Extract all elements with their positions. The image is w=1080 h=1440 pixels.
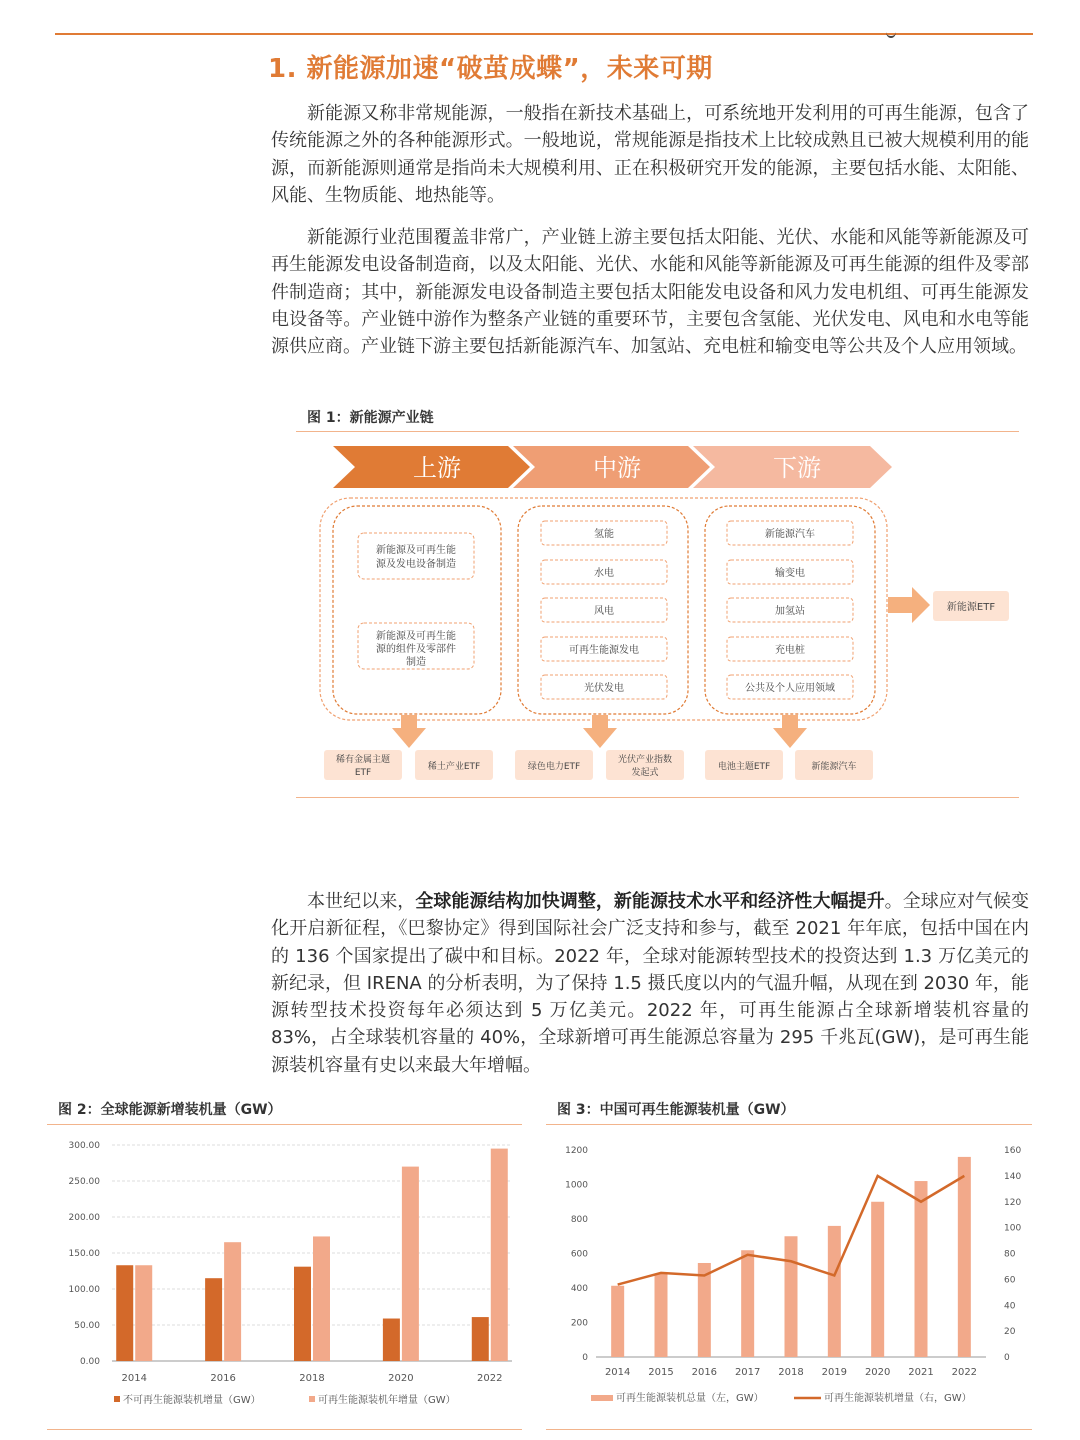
y-right-tick-label: 100 <box>1004 1223 1022 1234</box>
bar-total <box>611 1286 624 1357</box>
bar-renewable <box>224 1242 241 1361</box>
y-right-tick-label: 0 <box>1004 1353 1010 1363</box>
bottom-etf: 电池主题ETF <box>717 762 771 772</box>
y-right-tick-label: 60 <box>1004 1275 1016 1286</box>
paragraph-3-body: 。全球应对气候变化开启新征程，《巴黎协定》得到国际社会广泛支持和参与，截至 2021 年年底，包括中国在内的 136 个国家提出了碳中和目标。2022 年，全球对能源转型技术的投资达到 1.3 万亿美元的新纪录，但 IRENA 的分析表明，为了保持 1.5 摄氏度以内的气温升幅，从现在到 2030 年，能源转型技术投资每年必须达到 5 万亿美元。2022 年，可再生能源占全球新增装机容量的 83%，占全球装机容量的 40%，全球新增可再生能源总容量为 295 千兆瓦(GW)，是可再生能源装机容量有史以来最大年增幅。 <box>271 891 1030 1076</box>
bar-renewable <box>491 1149 508 1361</box>
x-tick-label: 2016 <box>210 1373 236 1384</box>
legend-swatch <box>114 1396 120 1402</box>
downstream-item: 加氢站 <box>775 606 805 617</box>
y-right-tick-label: 20 <box>1004 1327 1016 1338</box>
bottom-etf-4-line1: 光伏产业指数 <box>617 755 673 765</box>
y-left-tick-label: 800 <box>570 1215 588 1225</box>
paragraph-3-lead: 本世纪以来， <box>307 891 416 912</box>
bottom-etf: 新能源汽车 <box>811 762 857 772</box>
downstream-item: 公共及个人应用领域 <box>745 683 835 694</box>
y-left-tick-label: 400 <box>570 1284 588 1294</box>
downstream-item: 输变电 <box>775 568 805 579</box>
figure1-top-rule <box>296 431 1019 432</box>
paragraph-1-text: 新能源又称非常规能源，一般指在新技术基础上，可系统地开发利用的可再生能源，包含了传统能源之外的各种能源形式。一般地说，常规能源是指技术上比较成熟且已被大规模利用的能源，而新能源则通常是指尚未大规模利用、正在积极研究开发的能源，主要包括水能、太阳能、风能、生物质能、地热能等。 <box>271 103 1029 206</box>
global-capacity-chart <box>47 1130 522 1425</box>
paragraph-3-text <box>271 888 1029 1079</box>
upstream-item-2-line1: 新能源及可再生能 <box>376 631 456 642</box>
bottom-etf-1-line2: ETF <box>354 768 372 778</box>
stage-downstream: 下游 <box>773 454 821 482</box>
downstream-item: 新能源汽车 <box>765 529 815 540</box>
x-tick-label: 2014 <box>121 1373 147 1384</box>
bar-total <box>741 1250 754 1357</box>
figure2-title: 图 2：全球能源新增装机量（GW） <box>58 1102 282 1118</box>
paragraph-1 <box>271 100 1029 209</box>
bar-total <box>785 1236 798 1357</box>
y-tick-label: 200.00 <box>68 1213 100 1223</box>
legend-swatch <box>591 1395 613 1401</box>
y-right-tick-label: 40 <box>1004 1301 1016 1312</box>
figure2-bottom-rule <box>47 1429 522 1430</box>
y-left-tick-label: 600 <box>570 1249 588 1260</box>
header-decoration <box>886 26 896 38</box>
y-tick-label: 0.00 <box>79 1357 100 1367</box>
bar-nonrenewable <box>383 1319 400 1361</box>
paragraph-2-text: 新能源行业范围覆盖非常广，产业链上游主要包括太阳能、光伏、水能和风能等新能源及可再生能源发电设备制造商，以及太阳能、光伏、水能和风能等新能源及可再生能源的组件及零部件制造商；其中，新能源发电设备制造主要包括太阳能发电设备和风力发电机组、可再生能源发电设备等。产业链中游作为整条产业链的重要环节，主要包含氢能、光伏发电、风电和水电等能源供应商。产业链下游主要包括新能源汽车、加氢站、充电桩和输变电等公共及个人应用领域。 <box>271 227 1029 358</box>
x-tick-label: 2015 <box>648 1367 674 1378</box>
paragraph-3 <box>271 888 1029 1079</box>
figure3-title: 图 3：中国可再生能源装机量（GW） <box>557 1102 795 1118</box>
china-capacity-chart <box>546 1130 1032 1425</box>
figure1-bottom-rule <box>296 797 1019 798</box>
bottom-etf-4-line2: 发起式 <box>631 768 659 778</box>
x-tick-label: 2022 <box>477 1373 503 1384</box>
midstream-item: 光伏发电 <box>584 683 624 694</box>
legend-label: 可再生能源装机年增量（GW） <box>318 1395 456 1406</box>
bar-total <box>828 1226 841 1357</box>
y-tick-label: 100.00 <box>68 1285 100 1295</box>
y-tick-label: 300.00 <box>68 1141 100 1151</box>
bar-nonrenewable <box>294 1267 311 1361</box>
legend-swatch <box>309 1396 315 1402</box>
upstream-item-1-line2: 源及发电设备制造 <box>376 559 456 570</box>
bar-nonrenewable <box>116 1265 133 1361</box>
side-etf-label: 新能源ETF <box>946 602 996 613</box>
midstream-item: 可再生能源发电 <box>569 645 639 656</box>
bottom-etf: 绿色电力ETF <box>527 762 581 772</box>
y-left-tick-label: 200 <box>570 1318 588 1329</box>
upstream-item-2-line2: 源的组件及零部件 <box>376 644 456 655</box>
midstream-item: 氢能 <box>594 529 614 540</box>
arrow-right-icon <box>888 587 930 623</box>
figure1-title: 图 1：新能源产业链 <box>307 410 434 426</box>
bar-nonrenewable <box>472 1317 489 1361</box>
figure3-top-rule <box>546 1124 1032 1125</box>
bar-nonrenewable <box>205 1278 222 1361</box>
bar-renewable <box>402 1167 419 1361</box>
y-right-tick-label: 80 <box>1004 1249 1016 1260</box>
legend-label: 不可再生能源装机增量（GW） <box>123 1395 261 1406</box>
figure3-bottom-rule <box>546 1429 1032 1430</box>
x-tick-label: 2022 <box>951 1367 978 1378</box>
y-tick-label: 250.00 <box>68 1177 100 1187</box>
section-heading: 1. 新能源加速“破茧成蝶”，未来可期 <box>268 54 713 84</box>
downstream-item: 充电桩 <box>775 645 805 656</box>
bar-total <box>958 1157 971 1357</box>
x-tick-label: 2018 <box>299 1373 325 1384</box>
x-tick-label: 2020 <box>388 1373 414 1384</box>
x-tick-label: 2016 <box>691 1367 718 1378</box>
y-tick-label: 50.00 <box>74 1321 100 1331</box>
bar-renewable <box>135 1265 152 1361</box>
bottom-etf: 稀土产业ETF <box>427 762 481 772</box>
x-tick-label: 2021 <box>908 1367 934 1378</box>
x-tick-label: 2017 <box>734 1367 761 1378</box>
stage-midstream: 中游 <box>593 454 641 482</box>
paragraph-2 <box>271 224 1029 360</box>
y-left-tick-label: 1000 <box>565 1180 588 1191</box>
y-right-tick-label: 120 <box>1004 1197 1022 1208</box>
bar-total <box>698 1263 711 1357</box>
x-tick-label: 2018 <box>778 1367 804 1378</box>
y-tick-label: 150.00 <box>68 1249 100 1259</box>
stage-upstream: 上游 <box>413 454 461 482</box>
x-tick-label: 2020 <box>864 1367 891 1378</box>
bottom-etf-1-line1: 稀有金属主题 <box>335 755 391 765</box>
legend-label: 可再生能源装机增量（右，GW） <box>824 1393 972 1404</box>
bar-total <box>871 1202 884 1357</box>
industry-chain-diagram <box>300 440 1030 790</box>
y-left-tick-label: 1200 <box>565 1146 588 1156</box>
y-left-tick-label: 0 <box>582 1353 588 1363</box>
y-right-tick-label: 140 <box>1004 1171 1022 1182</box>
legend-label: 可再生能源装机总量（左，GW） <box>616 1393 764 1404</box>
bar-total <box>915 1181 928 1357</box>
x-tick-label: 2014 <box>604 1367 631 1378</box>
paragraph-3-emphasis: 全球能源结构加快调整，新能源技术水平和经济性大幅提升 <box>415 891 885 912</box>
x-tick-label: 2019 <box>821 1367 848 1378</box>
upstream-item-box <box>358 533 474 579</box>
bar-renewable <box>313 1236 330 1361</box>
midstream-item: 水电 <box>594 568 614 579</box>
upstream-item-2-line3: 制造 <box>406 657 426 668</box>
y-right-tick-label: 160 <box>1004 1146 1022 1156</box>
figure2-top-rule <box>47 1124 522 1125</box>
upstream-item-1-line1: 新能源及可再生能 <box>376 545 456 556</box>
midstream-item: 风电 <box>594 606 614 617</box>
bar-total <box>655 1274 668 1357</box>
